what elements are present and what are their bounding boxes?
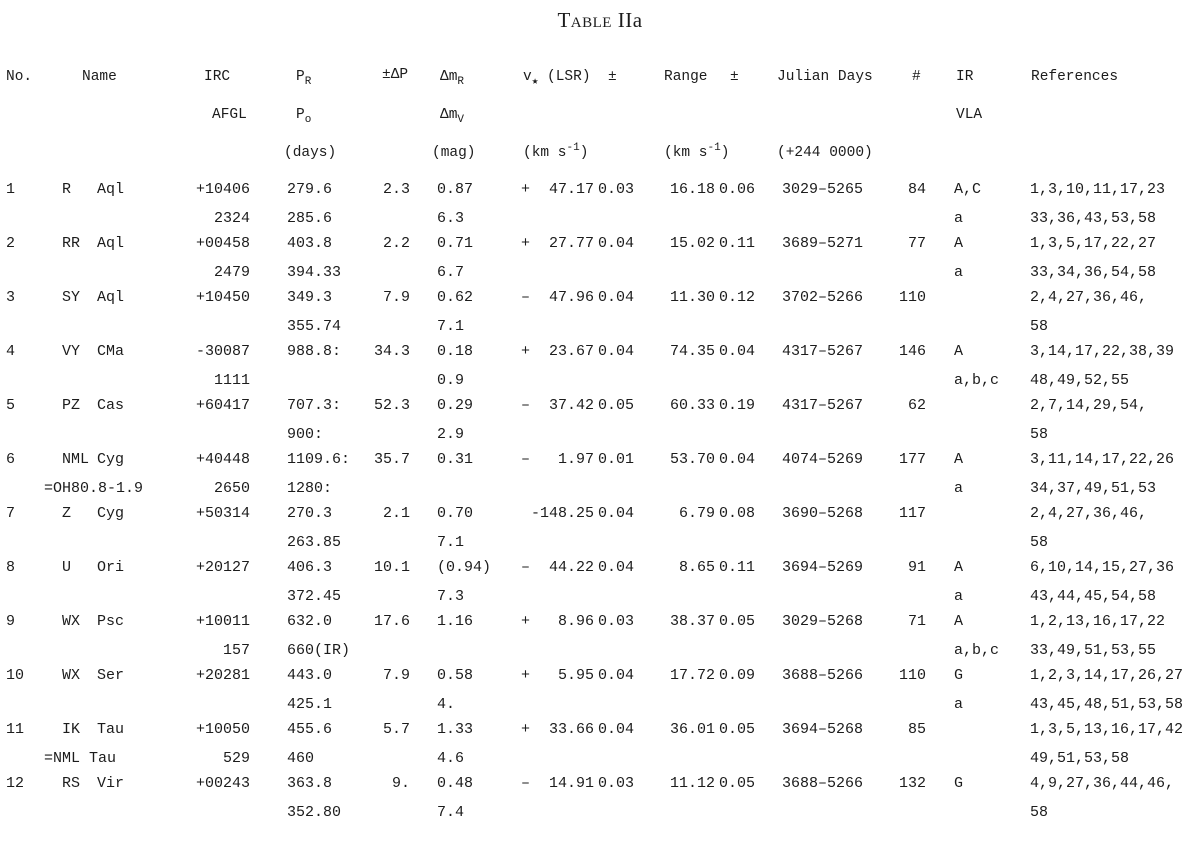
references-line-1: 3,14,17,22,38,39 <box>1030 343 1175 360</box>
afgl-number: 2479 <box>213 264 250 281</box>
row-number: 1 <box>6 181 16 198</box>
period-error: 7.9 <box>382 289 410 306</box>
velocity-range: 11.30 <box>669 289 715 306</box>
star-alt-name: =OH80.8-1.9 <box>44 480 144 497</box>
velocity-lsr: 44.22 <box>548 559 594 576</box>
julian-days: 3690–5268 <box>782 505 864 522</box>
velocity-lsr: 8.96 <box>557 613 594 630</box>
observation-count: 71 <box>907 613 926 630</box>
velocity-sign: + <box>521 721 531 738</box>
velocity-sign: + <box>521 667 531 684</box>
afgl-number: 529 <box>222 750 250 767</box>
amplitude-r: 0.87 <box>437 181 474 198</box>
velocity-lsr: 37.42 <box>548 397 594 414</box>
range-error: 0.05 <box>719 721 756 738</box>
vla-class: a <box>954 588 964 605</box>
velocity-sign: – <box>521 451 531 468</box>
julian-days: 4074–5269 <box>782 451 864 468</box>
velocity-sign: – <box>521 397 531 414</box>
col-header-name: Name <box>82 69 117 85</box>
range-error: 0.06 <box>719 181 756 198</box>
amplitude-r: 0.71 <box>437 235 474 252</box>
velocity-error: 0.03 <box>598 181 635 198</box>
irc-number: -30087 <box>195 343 250 360</box>
period-r: 279.6 <box>287 181 333 198</box>
amplitude-r: 0.58 <box>437 667 474 684</box>
period-r: 349.3 <box>287 289 333 306</box>
julian-days: 4317–5267 <box>782 397 864 414</box>
velocity-lsr: 14.91 <box>548 775 594 792</box>
velocity-sign: + <box>521 343 531 360</box>
col-header-julian-days: Julian Days <box>777 69 873 85</box>
references-line-2: 33,49,51,53,55 <box>1030 642 1157 659</box>
velocity-sign: – <box>521 559 531 576</box>
range-error: 0.05 <box>719 613 756 630</box>
amplitude-v: 4. <box>437 696 456 713</box>
references-line-1: 2,7,14,29,54, <box>1030 397 1148 414</box>
references-line-2: 43,44,45,54,58 <box>1030 588 1157 605</box>
col-header-vla: VLA <box>956 107 983 123</box>
period-r: 270.3 <box>287 505 333 522</box>
range-error: 0.11 <box>719 559 756 576</box>
ir-class: A <box>954 235 964 252</box>
references-line-2: 34,37,49,51,53 <box>1030 480 1157 497</box>
velocity-error: 0.03 <box>598 775 635 792</box>
irc-number: +10050 <box>195 721 250 738</box>
period-error: 5.7 <box>382 721 410 738</box>
period-o: 460 <box>287 750 315 767</box>
julian-days: 3688–5266 <box>782 775 864 792</box>
units-range: (km $s^{-1}$) <box>664 142 730 161</box>
velocity-sign: + <box>521 235 531 252</box>
col-header-no: No. <box>6 69 33 85</box>
ir-class: A <box>954 559 964 576</box>
references-line-1: 1,3,5,17,22,27 <box>1030 235 1157 252</box>
irc-number: +20127 <box>195 559 250 576</box>
irc-number: +10011 <box>195 613 250 630</box>
velocity-error: 0.04 <box>598 289 635 306</box>
units-mag: (mag) <box>432 145 476 161</box>
references-line-1: 2,4,27,36,46, <box>1030 505 1148 522</box>
vla-class: a <box>954 480 964 497</box>
amplitude-v: 7.4 <box>437 804 465 821</box>
afgl-number: 2324 <box>213 210 250 227</box>
ir-class: A <box>954 451 964 468</box>
range-error: 0.08 <box>719 505 756 522</box>
period-r: 1109.6: <box>287 451 351 468</box>
velocity-range: 8.65 <box>678 559 715 576</box>
references-line-1: 1,3,10,11,17,23 <box>1030 181 1166 198</box>
julian-days: 3694–5268 <box>782 721 864 738</box>
amplitude-r: 0.29 <box>437 397 474 414</box>
amplitude-v: 4.6 <box>437 750 465 767</box>
period-o: 263.85 <box>287 534 342 551</box>
star-constellation: Ser <box>97 667 125 684</box>
period-error: 35.7 <box>373 451 410 468</box>
references-line-1: 2,4,27,36,46, <box>1030 289 1148 306</box>
references-line-2: 43,45,48,51,53,58 <box>1030 696 1184 713</box>
ir-class: A <box>954 613 964 630</box>
references-line-2: 33,36,43,53,58 <box>1030 210 1157 227</box>
velocity-lsr: 5.95 <box>557 667 594 684</box>
period-error: 9. <box>391 775 410 792</box>
irc-number: +00458 <box>195 235 250 252</box>
velocity-sign: – <box>521 775 531 792</box>
col-header-range: Range <box>664 69 708 85</box>
velocity-range: 17.72 <box>669 667 715 684</box>
amplitude-v: 7.1 <box>437 534 465 551</box>
vla-class: a <box>954 696 964 713</box>
ir-class: A,C <box>954 181 982 198</box>
period-r: 632.0 <box>287 613 333 630</box>
period-o: 352.80 <box>287 804 342 821</box>
velocity-lsr: 47.96 <box>548 289 594 306</box>
velocity-lsr: 47.17 <box>548 181 594 198</box>
star-name: NML <box>62 451 90 468</box>
velocity-error: 0.04 <box>598 667 635 684</box>
amplitude-v: 7.3 <box>437 588 465 605</box>
period-error: 17.6 <box>373 613 410 630</box>
irc-number: +60417 <box>195 397 250 414</box>
velocity-range: 11.12 <box>669 775 715 792</box>
period-r: 403.8 <box>287 235 333 252</box>
amplitude-r: 0.18 <box>437 343 474 360</box>
period-o: 394.33 <box>287 264 342 281</box>
star-name: U <box>62 559 72 576</box>
period-o: 660(IR) <box>287 642 351 659</box>
row-number: 8 <box>6 559 16 576</box>
observation-count: 177 <box>898 451 926 468</box>
references-line-1: 4,9,27,36,44,46, <box>1030 775 1175 792</box>
julian-days: 3688–5266 <box>782 667 864 684</box>
references-line-2: 58 <box>1030 426 1049 443</box>
amplitude-r: 1.16 <box>437 613 474 630</box>
velocity-sign: + <box>521 181 531 198</box>
units-days: (days) <box>284 145 337 161</box>
amplitude-r: 1.33 <box>437 721 474 738</box>
col-header-velocity: $v_★$ (LSR) <box>523 69 591 88</box>
star-constellation: Cyg <box>97 505 125 522</box>
amplitude-r: 0.48 <box>437 775 474 792</box>
units-julian-days: (+244 0000) <box>777 145 873 161</box>
period-o: 425.1 <box>287 696 333 713</box>
ir-class: G <box>954 775 964 792</box>
julian-days: 4317–5267 <box>782 343 864 360</box>
velocity-error: 0.05 <box>598 397 635 414</box>
row-number: 2 <box>6 235 16 252</box>
period-o: 372.45 <box>287 588 342 605</box>
period-error: 2.1 <box>382 505 410 522</box>
period-error: 7.9 <box>382 667 410 684</box>
col-header-irc: IRC <box>204 69 231 85</box>
observation-count: 132 <box>898 775 926 792</box>
velocity-error: 0.03 <box>598 613 635 630</box>
velocity-error: 0.04 <box>598 559 635 576</box>
star-alt-name: =NML Tau <box>44 750 117 767</box>
row-number: 10 <box>6 667 25 684</box>
observation-count: 62 <box>907 397 926 414</box>
star-constellation: Ori <box>97 559 125 576</box>
amplitude-v: 2.9 <box>437 426 465 443</box>
row-number: 6 <box>6 451 16 468</box>
julian-days: 3689–5271 <box>782 235 864 252</box>
velocity-range: 60.33 <box>669 397 715 414</box>
irc-number: +10406 <box>195 181 250 198</box>
velocity-error: 0.04 <box>598 343 635 360</box>
period-o: 355.74 <box>287 318 342 335</box>
col-header-references: References <box>1031 69 1119 85</box>
velocity-error: 0.04 <box>598 721 635 738</box>
afgl-number: 1111 <box>213 372 250 389</box>
col-header-range-error: ± <box>730 69 739 85</box>
star-name: RS <box>62 775 81 792</box>
row-number: 9 <box>6 613 16 630</box>
range-error: 0.05 <box>719 775 756 792</box>
velocity-lsr: 1.97 <box>557 451 594 468</box>
period-r: 363.8 <box>287 775 333 792</box>
amplitude-v: 0.9 <box>437 372 465 389</box>
star-name: WX <box>62 667 81 684</box>
observation-count: 91 <box>907 559 926 576</box>
velocity-error: 0.01 <box>598 451 635 468</box>
references-line-1: 1,2,13,16,17,22 <box>1030 613 1166 630</box>
period-o: 900: <box>287 426 324 443</box>
period-error: 10.1 <box>373 559 410 576</box>
range-error: 0.04 <box>719 451 756 468</box>
afgl-number: 2650 <box>213 480 250 497</box>
velocity-range: 38.37 <box>669 613 715 630</box>
julian-days: 3029–5268 <box>782 613 864 630</box>
col-header-period-optical: $P_o$ <box>296 107 312 126</box>
references-line-2: 48,49,52,55 <box>1030 372 1130 389</box>
references-line-2: 58 <box>1030 804 1049 821</box>
star-constellation: Vir <box>97 775 125 792</box>
julian-days: 3694–5269 <box>782 559 864 576</box>
star-name: Z <box>62 505 72 522</box>
period-error: 2.3 <box>382 181 410 198</box>
star-name: IK <box>62 721 81 738</box>
velocity-lsr: 23.67 <box>548 343 594 360</box>
observation-count: 117 <box>898 505 926 522</box>
star-name: PZ <box>62 397 81 414</box>
irc-number: +10450 <box>195 289 250 306</box>
col-header-period: $P_R$ <box>296 69 312 88</box>
velocity-lsr: 27.77 <box>548 235 594 252</box>
ir-class: G <box>954 667 964 684</box>
velocity-range: 36.01 <box>669 721 715 738</box>
period-o: 1280: <box>287 480 333 497</box>
period-error: 34.3 <box>373 343 410 360</box>
row-number: 7 <box>6 505 16 522</box>
velocity-error: 0.04 <box>598 505 635 522</box>
range-error: 0.11 <box>719 235 756 252</box>
references-line-2: 33,34,36,54,58 <box>1030 264 1157 281</box>
amplitude-v: 6.7 <box>437 264 465 281</box>
amplitude-r: (0.94) <box>437 559 492 576</box>
irc-number: +40448 <box>195 451 250 468</box>
col-header-velocity-error: ± <box>608 69 617 85</box>
references-line-2: 58 <box>1030 534 1049 551</box>
row-number: 4 <box>6 343 16 360</box>
observation-count: 110 <box>898 289 926 306</box>
ir-class: A <box>954 343 964 360</box>
amplitude-r: 0.70 <box>437 505 474 522</box>
star-name: R <box>62 181 72 198</box>
range-error: 0.09 <box>719 667 756 684</box>
row-number: 3 <box>6 289 16 306</box>
amplitude-r: 0.62 <box>437 289 474 306</box>
col-header-afgl: AFGL <box>212 107 247 123</box>
references-line-2: 49,51,53,58 <box>1030 750 1130 767</box>
vla-class: a,b,c <box>954 642 1000 659</box>
star-name: RR <box>62 235 81 252</box>
velocity-lsr: 33.66 <box>548 721 594 738</box>
star-constellation: Psc <box>97 613 125 630</box>
period-r: 707.3: <box>287 397 342 414</box>
velocity-range: 6.79 <box>678 505 715 522</box>
period-r: 406.3 <box>287 559 333 576</box>
observation-count: 84 <box>907 181 926 198</box>
observation-count: 77 <box>907 235 926 252</box>
period-error: 52.3 <box>373 397 410 414</box>
irc-number: +00243 <box>195 775 250 792</box>
amplitude-r: 0.31 <box>437 451 474 468</box>
row-number: 5 <box>6 397 16 414</box>
velocity-range: 74.35 <box>669 343 715 360</box>
velocity-error: 0.04 <box>598 235 635 252</box>
velocity-sign: – <box>521 289 531 306</box>
star-constellation: Cas <box>97 397 125 414</box>
star-constellation: Tau <box>97 721 125 738</box>
references-line-1: 3,11,14,17,22,26 <box>1030 451 1175 468</box>
star-constellation: CMa <box>97 343 125 360</box>
star-constellation: Cyg <box>97 451 125 468</box>
star-constellation: Aql <box>97 235 125 252</box>
velocity-sign: + <box>521 613 531 630</box>
star-name: SY <box>62 289 81 306</box>
period-r: 988.8: <box>287 343 342 360</box>
references-line-1: 6,10,14,15,27,36 <box>1030 559 1175 576</box>
velocity-range: 16.18 <box>669 181 715 198</box>
references-line-1: 1,3,5,13,16,17,42 <box>1030 721 1184 738</box>
star-constellation: Aql <box>97 181 125 198</box>
col-header-amplitude: $\Delta m_R$ <box>440 69 465 88</box>
amplitude-v: 7.1 <box>437 318 465 335</box>
references-line-2: 58 <box>1030 318 1049 335</box>
star-name: WX <box>62 613 81 630</box>
row-number: 11 <box>6 721 25 738</box>
period-r: 443.0 <box>287 667 333 684</box>
star-constellation: Aql <box>97 289 125 306</box>
vla-class: a <box>954 264 964 281</box>
julian-days: 3702–5266 <box>782 289 864 306</box>
observation-count: 85 <box>907 721 926 738</box>
units-velocity: (km $s^{-1}$) <box>523 142 589 161</box>
observation-count: 110 <box>898 667 926 684</box>
range-error: 0.04 <box>719 343 756 360</box>
afgl-number: 157 <box>222 642 250 659</box>
col-header-period-error: ±ΔP <box>382 67 409 83</box>
row-number: 12 <box>6 775 25 792</box>
period-r: 455.6 <box>287 721 333 738</box>
vla-class: a <box>954 210 964 227</box>
irc-number: +20281 <box>195 667 250 684</box>
period-o: 285.6 <box>287 210 333 227</box>
julian-days: 3029–5265 <box>782 181 864 198</box>
observation-count: 146 <box>898 343 926 360</box>
vla-class: a,b,c <box>954 372 1000 389</box>
velocity-range: 15.02 <box>669 235 715 252</box>
amplitude-v: 6.3 <box>437 210 465 227</box>
col-header-count: # <box>912 69 921 85</box>
irc-number: +50314 <box>195 505 250 522</box>
table-title: Table IIa <box>557 8 643 32</box>
star-name: VY <box>62 343 81 360</box>
col-header-amplitude-v: $\Delta m_V$ <box>440 107 465 126</box>
velocity-range: 53.70 <box>669 451 715 468</box>
range-error: 0.19 <box>719 397 756 414</box>
velocity-lsr: -148.25 <box>530 505 594 522</box>
period-error: 2.2 <box>382 235 410 252</box>
references-line-1: 1,2,3,14,17,26,27 <box>1030 667 1184 684</box>
range-error: 0.12 <box>719 289 756 306</box>
col-header-ir: IR <box>956 69 974 85</box>
